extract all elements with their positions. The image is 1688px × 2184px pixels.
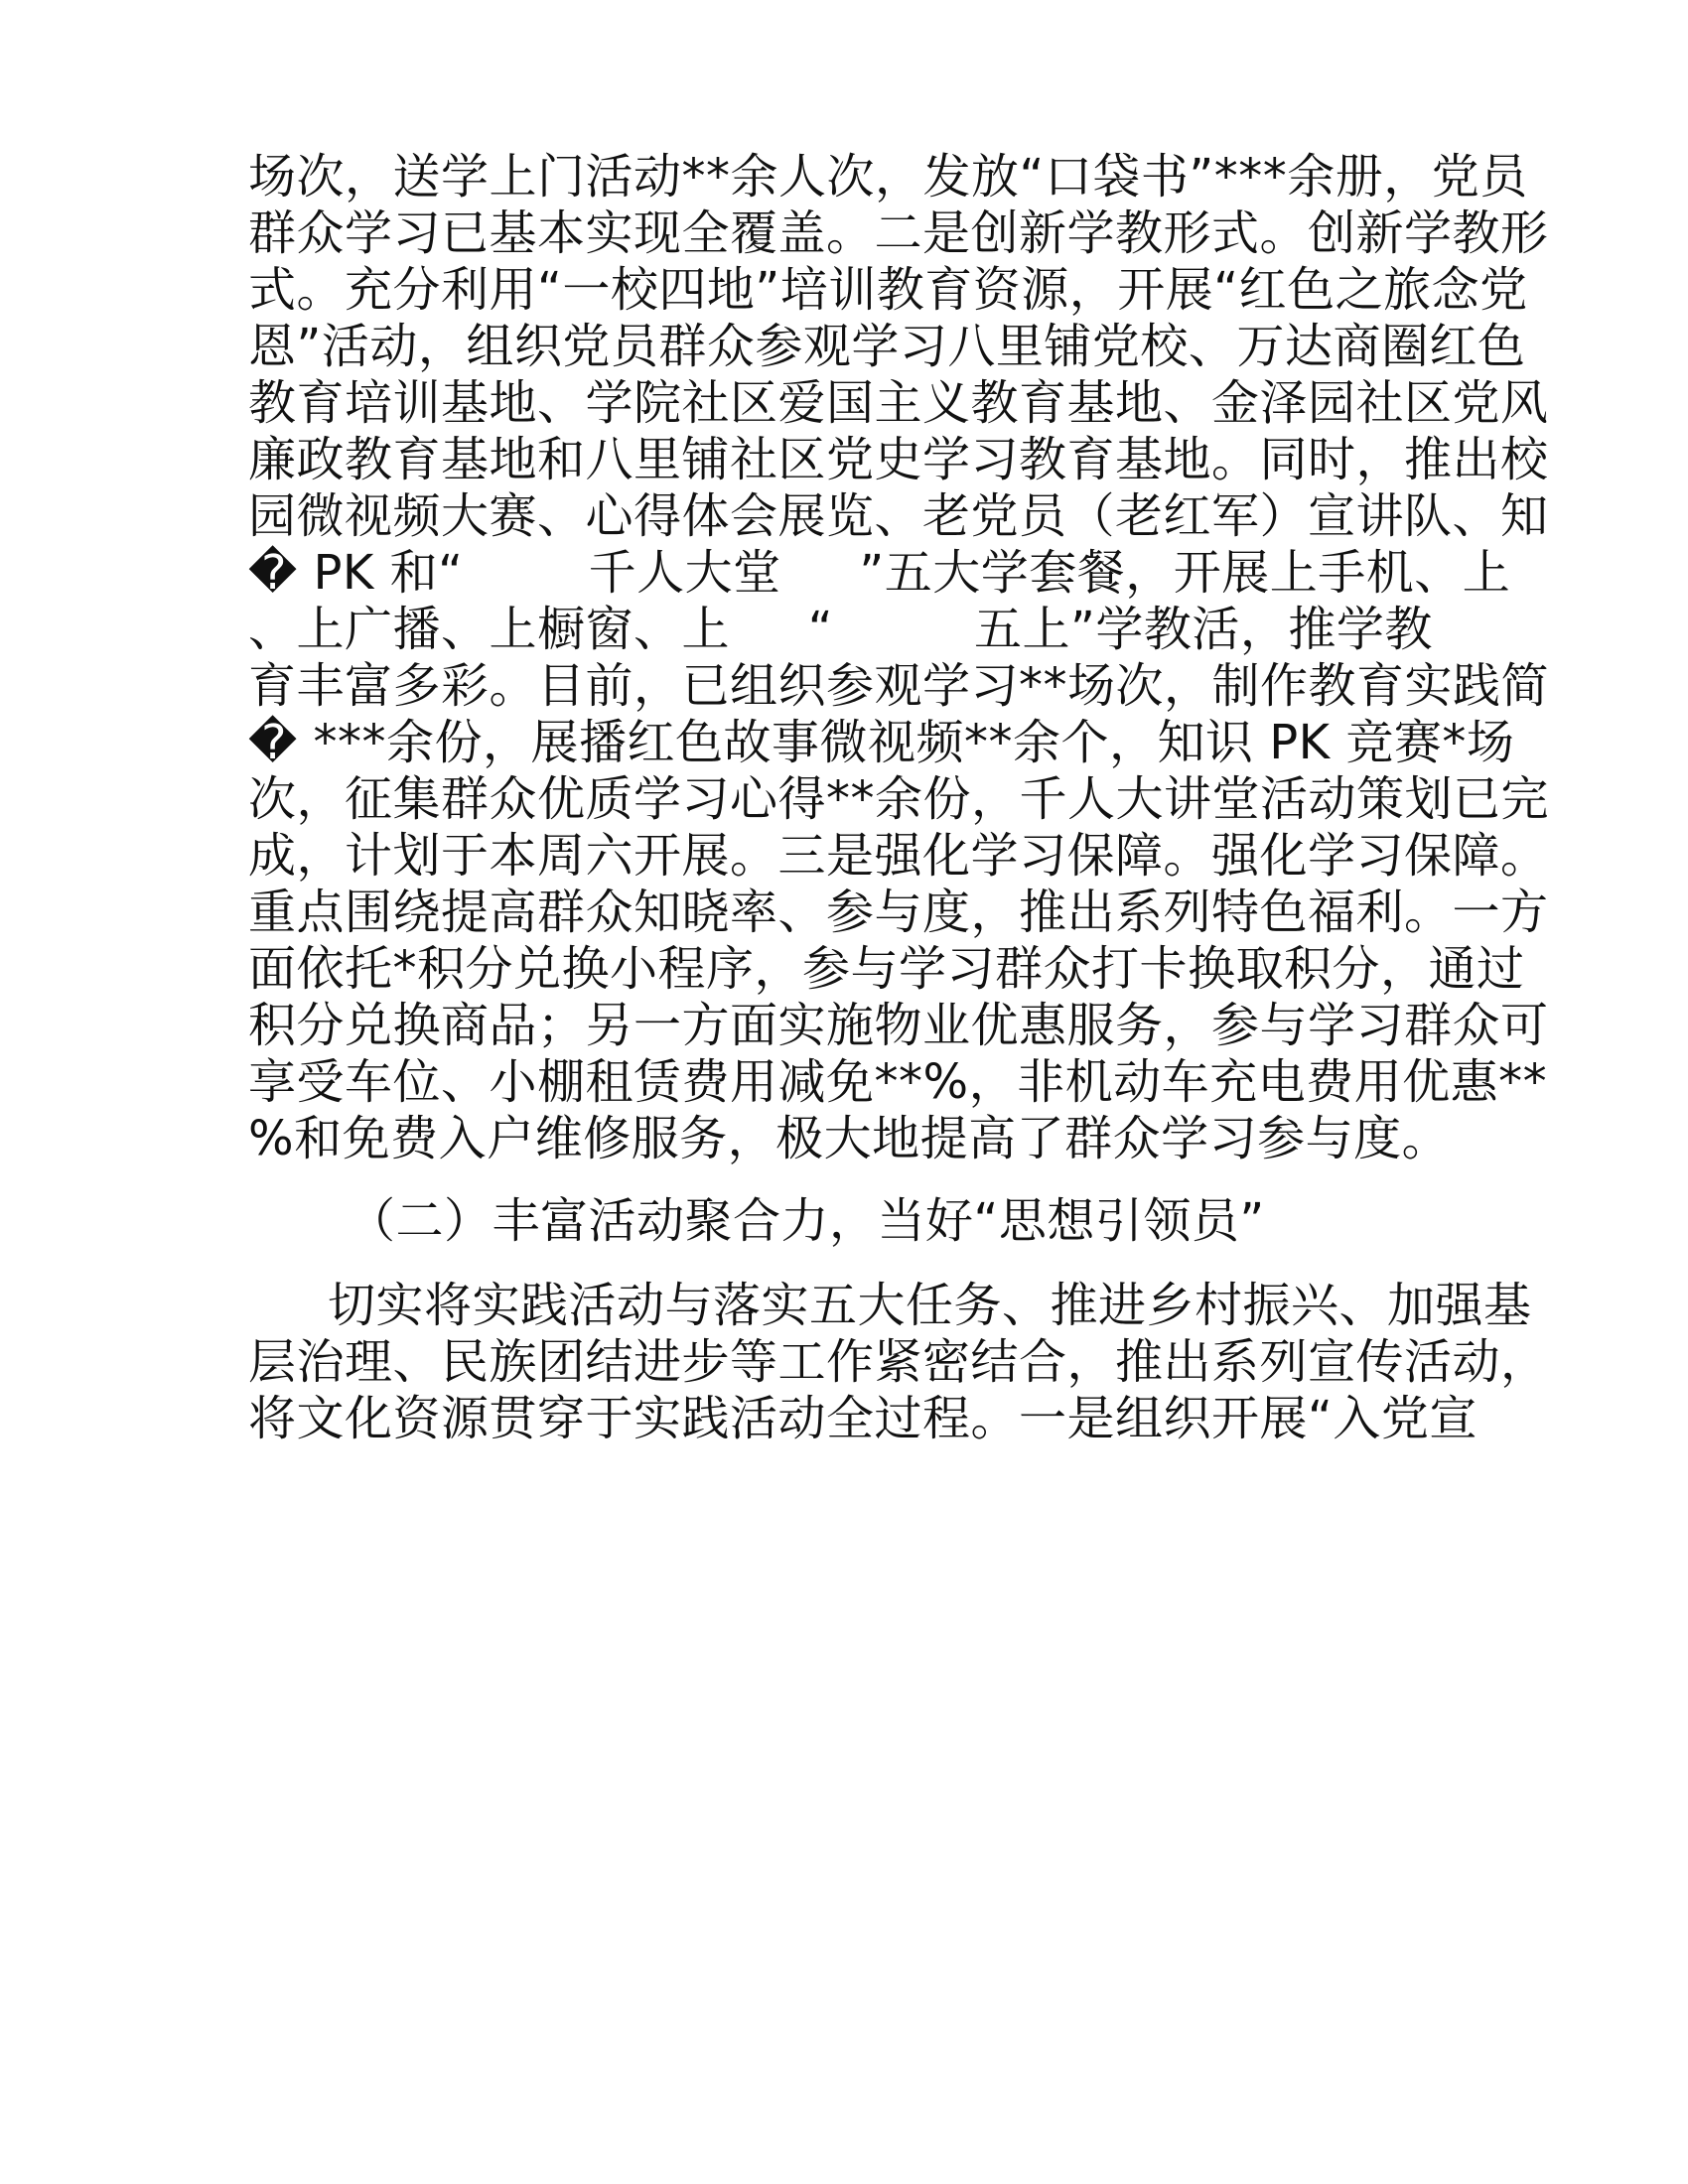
body-line: 群众学习已基本实现全覆盖。二是创新学教形式。创新学教形 bbox=[248, 205, 1549, 261]
section-heading: （二）丰富活动聚合力，当好“思想引领员” bbox=[348, 1193, 1265, 1249]
paragraph-line-indented: 切实将实践活动与落实五大任务、推进乡村振兴、加强基 bbox=[328, 1278, 1532, 1333]
body-line: 次，征集群众优质学习心得**余份，千人大讲堂活动策划已完 bbox=[248, 771, 1550, 827]
body-line-broken: 、上广播、上橱窗、上 “ 五上”学教活，推学教 bbox=[248, 602, 1433, 657]
body-line-last: %和免费入户维修服务，极大地提高了群众学习参与度。 bbox=[248, 1111, 1451, 1166]
paragraph-line: 层治理、民族团结进步等工作紧密结合，推出系列宣传活动， bbox=[248, 1334, 1549, 1390]
body-line: 重点围绕提高群众知晓率、参与度，推出系列特色福利。一方 bbox=[248, 885, 1549, 940]
paragraph-line: 将文化资源贯穿于实践活动全过程。一是组织开展“入党宣 bbox=[248, 1391, 1477, 1446]
body-line: 园微视频大赛、心得体会展览、老党员（老红军）宣讲队、知 bbox=[248, 488, 1549, 544]
body-line: 教育培训基地、学院社区爱国主义教育基地、金泽园社区党风 bbox=[248, 375, 1549, 431]
body-line: 享受车位、小棚租赁费用减免**%，非机动车充电费用优惠** bbox=[248, 1054, 1548, 1110]
body-line: 积分兑换商品；另一方面实施物业优惠服务，参与学习群众可 bbox=[248, 998, 1549, 1053]
body-line: � ***余份，展播红色故事微视频**余个，知识 PK 竞赛*场 bbox=[248, 715, 1515, 770]
body-line-broken: � PK 和“ 千人大堂 ”五大学套餐，开展上手机、上 bbox=[248, 545, 1511, 601]
body-line: 恩”活动，组织党员群众参观学习八里铺党校、万达商圈红色 bbox=[248, 319, 1526, 374]
body-line: 育丰富多彩。目前，已组织参观学习**场次，制作教育实践简 bbox=[248, 658, 1550, 714]
body-line: 式。充分利用“一校四地”培训教育资源，开展“红色之旅念党 bbox=[248, 262, 1528, 318]
body-line: 场次，送学上门活动**余人次，发放“口袋书”***余册，党员 bbox=[248, 149, 1528, 205]
body-line: 廉政教育基地和八里铺社区党史学习教育基地。同时，推出校 bbox=[248, 432, 1549, 487]
body-line: 面依托*积分兑换小程序，参与学习群众打卡换取积分，通过 bbox=[248, 941, 1525, 997]
body-line: 成，计划于本周六开展。三是强化学习保障。强化学习保障。 bbox=[248, 828, 1549, 884]
